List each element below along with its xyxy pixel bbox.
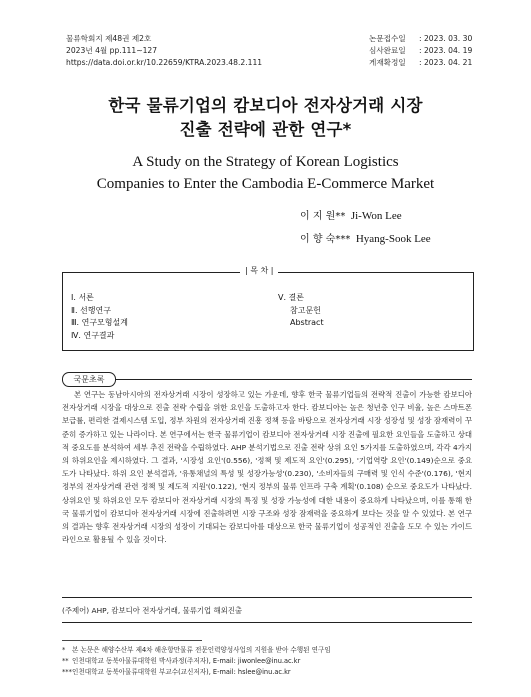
- korean-abstract: [62, 388, 472, 546]
- korean-title: [20, 94, 511, 142]
- table-of-contents: [62, 272, 474, 351]
- keywords: (주제어) AHP, 캄보디아 전자상거래, 물류기업 해외진출: [62, 606, 243, 615]
- footnote-rule: [62, 640, 202, 641]
- date-label: 논문접수일: [369, 34, 406, 43]
- date-value: : 2023. 04. 21: [419, 58, 473, 67]
- author: [300, 205, 500, 228]
- footnote-text: 본 논문은 해양수산부 제4차 해운항만물류 전문인력양성사업의 지원을 받아 수행된 연구임: [72, 646, 331, 654]
- abstract-paragraph: 본 연구는 동남아시아의 전자상거래 시장이 성장하고 있는 가운데, 향후 한국 물류기업들의 전략적 진출이 가능한 캄보디아 전자상거래 시장을 대상으로 진출 전략 수립을 위한 요인을 도출하고자 한다. 캄보디아는 높은 청년층 인구 비율, 높은 스마트폰 보급률, 편리한 결제시스템 도입, 정부 차원의 전자상거래 진흥 정책 등을 바탕으로 전자상거래 시장 성장성 및 성장 잠재력이 꾸준히 증가하고 있는 나라이다. 본 연구에서는 한국 물류기업이 캄보디아 전자상거래 시장 진출에 필요한 요인들을 도출하고 상대적 중요도를 분석하여 세부 추진 전략을 수립하였다. AHP 분석기법으로 진출 전략 상위 요인 5가지를 도출하였으며, 각각 4가지의 하위요인을 제시하였다. 그 결과, '시장성 요인'(0.556), '정책 및 제도적 요인'(0.295), '기업역량 요인'(0.149)순으로 중요도가 나타났다. 하위 요인 분석결과, '유통채널의 특성 및 성장가능성'(0.230), '소비자들의 구매력 및 인식 수준'(0.176), '현지 정부의 전자상거래 관련 정책 및 제도적 지원'(0.122), '현지 정부의 물류 인프라 구축 계획'(0.108) 순으로 중요도가 나타났다. 상위요인 및 하위요인 모두 캄보디아 전자상거래 시장의 특징 및 성장 가능성에 대한 내용이 중요하게 나타났으며, 이를 통해 한국 물류기업이 캄보디아 전자상거래 시장에 진출하려면 시장 구조와 성장 잠재력을 중요하게 보다는 것을 알 수 있었다. 본 연구의 결과는 향후 전자상거래 시장의 성장이 기대되는 캄보디아를 대상으로 한국 물류기업이 성공적인 진출을 도모 수 있는 가이드라인으로 활용될 수 있을 것이다.: [62, 390, 472, 545]
- date-row: [369, 33, 499, 45]
- date-value: : 2023. 03. 30: [419, 34, 473, 43]
- toc-item[interactable]: Abstract: [290, 318, 324, 327]
- toc-heading: | 목 차 |: [240, 265, 278, 276]
- footnote: [62, 656, 482, 667]
- journal-header: [66, 33, 366, 69]
- toc-item[interactable]: 참고문헌: [290, 305, 321, 315]
- footnote-mark: ***: [62, 668, 72, 677]
- toc-item[interactable]: Ⅲ. 연구모형설계: [71, 318, 128, 327]
- english-title-line: A Study on the Strategy of Korean Logistics: [132, 154, 399, 170]
- author-name-ko: 이 지 원**: [300, 211, 346, 222]
- footnotes: [62, 645, 482, 679]
- toc-item[interactable]: Ⅳ. 연구결과: [71, 330, 115, 340]
- toc-item[interactable]: Ⅴ. 결론: [278, 293, 305, 302]
- author-name-en: Ji-Won Lee: [350, 210, 402, 222]
- journal-name: 물류학회지 제48권 제2호: [66, 34, 152, 43]
- abstract-bottom-rule: [62, 597, 472, 598]
- date-label: 게재확정일: [369, 58, 406, 67]
- date-row: [369, 57, 499, 69]
- doi-link[interactable]: https://data.doi.or.kr/10.22659/KTRA.2023.48.2.111: [66, 58, 263, 67]
- author-list: [300, 205, 500, 251]
- toc-left-column: [71, 292, 128, 342]
- author-name-en: Hyang-Sook Lee: [355, 233, 431, 245]
- english-title: [20, 151, 511, 195]
- footnote-text: 인천대학교 동북아물류대학원 박사과정(주저자), E-mail: jiwonlee@inu.ac.kr: [72, 657, 301, 666]
- korean-title-line: 진출 전략에 관한 연구*: [179, 120, 352, 139]
- footnote-mark: **: [62, 657, 69, 666]
- submission-dates: [369, 33, 499, 69]
- journal-issue: 2023년 4월 pp.111~127: [66, 46, 158, 55]
- abstract-top-rule: [62, 379, 472, 380]
- footnote-text: 인천대학교 동북아물류대학원 부교수(교신저자), E-mail: hslee@inu.ac.kr: [72, 668, 291, 677]
- abstract-label: 국문초록: [62, 372, 116, 387]
- toc-right-column: [278, 292, 324, 330]
- footnote: [62, 645, 482, 656]
- toc-item[interactable]: Ⅱ. 선행연구: [71, 305, 111, 315]
- footnote: [62, 667, 482, 678]
- author-name-ko: 이 향 숙***: [300, 234, 351, 245]
- author: [300, 228, 500, 251]
- date-label: 심사완료일: [369, 46, 406, 55]
- date-row: [369, 45, 499, 57]
- footnote-mark: *: [62, 646, 66, 654]
- korean-title-line: 한국 물류기업의 캄보디아 전자상거래 시장: [108, 96, 423, 115]
- english-title-line: Companies to Enter the Cambodia E-Commerce Market: [96, 176, 435, 192]
- toc-item[interactable]: Ⅰ. 서론: [71, 293, 94, 302]
- keywords-rule: [62, 622, 472, 623]
- date-value: : 2023. 04. 19: [419, 46, 473, 55]
